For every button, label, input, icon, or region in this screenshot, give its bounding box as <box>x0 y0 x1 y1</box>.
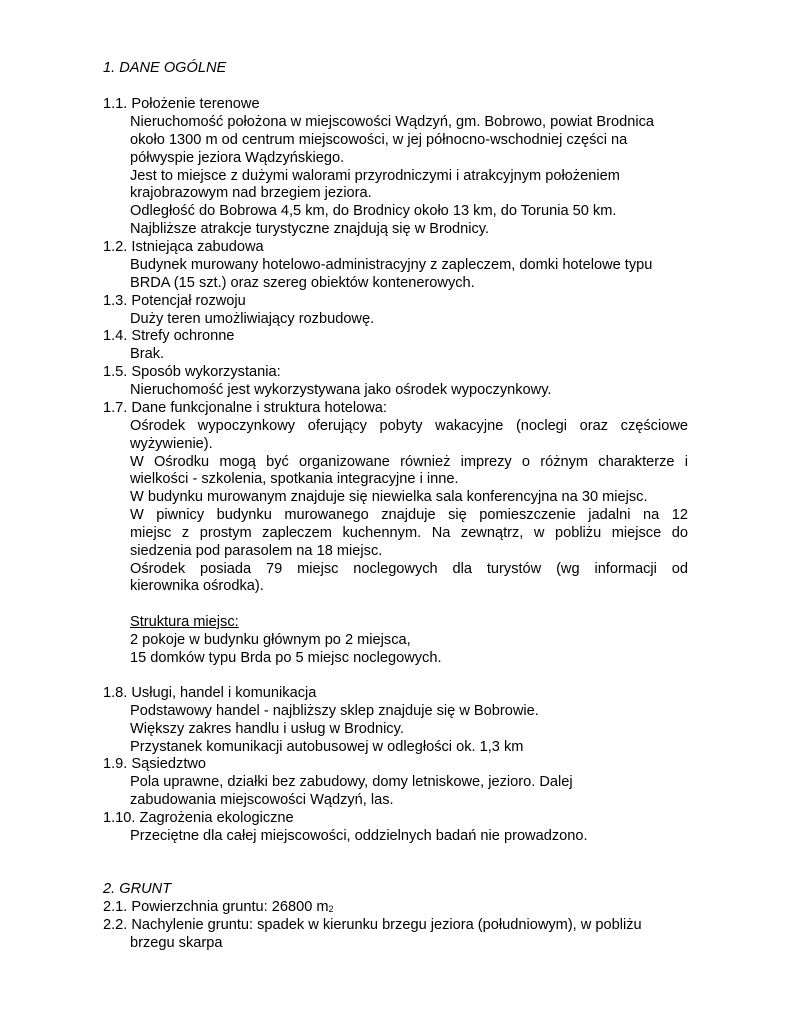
paragraph-line: około 1300 m od centrum miejscowości, w jej północno-wschodniej części na <box>130 132 628 148</box>
paragraph-line: Pola uprawne, działki bez zabudowy, domy letniskowe, jezioro. Dalej <box>130 774 573 790</box>
paragraph-line: Przystanek komunikacji autobusowej w odległości ok. 1,3 km <box>130 739 524 755</box>
paragraph-line: Ośrodek posiada 79 miejsc noclegowych dla turystów (wg informacji od <box>130 561 688 577</box>
paragraph-line: półwyspie jeziora Wądzyńskiego. <box>130 150 345 166</box>
paragraph-line: brzegu skarpa <box>130 935 223 951</box>
heading-1-7: 1.7. Dane funkcjonalne i struktura hotelowa: <box>103 400 387 416</box>
heading-1-4: 1.4. Strefy ochronne <box>103 328 235 344</box>
item-2-1 <box>103 898 334 918</box>
paragraph-line: zabudowania miejscowości Wądzyń, las. <box>130 792 394 808</box>
paragraph-line: Podstawowy handel - najbliższy sklep znajduje się w Bobrowie. <box>130 703 539 719</box>
paragraph-line: siedzenia pod parasolem na 18 miejsc. <box>130 543 383 559</box>
paragraph-line: Najbliższe atrakcje turystyczne znajdują się w Brodnicy. <box>130 221 490 237</box>
paragraph-line: Nieruchomość jest wykorzystywana jako ośrodek wypoczynkowy. <box>130 382 552 398</box>
paragraph-line: W Ośrodku mogą być organizowane również imprezy o różnym charakterze i <box>130 454 688 470</box>
paragraph-line: Duży teren umożliwiający rozbudowę. <box>130 311 375 327</box>
paragraph-line: W piwnicy budynku murowanego znajduje się pomieszczenie jadalni na 12 <box>130 507 688 523</box>
heading-1-10: 1.10. Zagrożenia ekologiczne <box>103 810 294 826</box>
heading-1-2: 1.2. Istniejąca zabudowa <box>103 239 264 255</box>
heading-1-1: 1.1. Położenie terenowe <box>103 96 260 112</box>
item-2-1-text: 2.1. Powierzchnia gruntu: 26800 m <box>103 899 329 915</box>
heading-1-3: 1.3. Potencjał rozwoju <box>103 293 246 309</box>
section-1-title: 1. DANE OGÓLNE <box>103 60 227 76</box>
paragraph-line: Przeciętne dla całej miejscowości, oddzielnych badań nie prowadzono. <box>130 828 588 844</box>
paragraph-line: Odległość do Bobrowa 4,5 km, do Brodnicy około 13 km, do Torunia 50 km. <box>130 203 617 219</box>
paragraph-line: krajobrazowym nad brzegiem jeziora. <box>130 185 372 201</box>
unit-superscript: 2 <box>328 904 334 914</box>
paragraph-line: kierownika ośrodka). <box>130 578 264 594</box>
heading-1-8: 1.8. Usługi, handel i komunikacja <box>103 685 317 701</box>
item-2-2: 2.2. Nachylenie gruntu: spadek w kierunku brzegu jeziora (południowym), w pobliżu <box>103 917 642 933</box>
structure-title: Struktura miejsc: <box>130 614 239 630</box>
paragraph-line: miejsc z prostym zapleczem kuchennym. Na zewnątrz, w pobliżu miejsce do <box>130 525 688 541</box>
paragraph-line: W budynku murowanym znajduje się niewielka sala konferencyjna na 30 miejsc. <box>130 489 648 505</box>
paragraph-line: wielkości - szkolenia, spotkania integracyjne i inne. <box>130 471 459 487</box>
section-2-title: 2. GRUNT <box>103 881 172 897</box>
heading-1-9: 1.9. Sąsiedztwo <box>103 756 207 772</box>
paragraph-line: Brak. <box>130 346 165 362</box>
paragraph-line: 15 domków typu Brda po 5 miejsc noclegowych. <box>130 650 442 666</box>
paragraph-line: BRDA (15 szt.) oraz szereg obiektów kontenerowych. <box>130 275 475 291</box>
paragraph-line: wyżywienie). <box>130 436 213 452</box>
paragraph-line: Nieruchomość położona w miejscowości Wądzyń, gm. Bobrowo, powiat Brodnica <box>130 114 654 130</box>
paragraph-line: Większy zakres handlu i usług w Brodnicy. <box>130 721 404 737</box>
paragraph-line: Ośrodek wypoczynkowy oferujący pobyty wakacyjne (noclegi oraz częściowe <box>130 418 688 434</box>
heading-1-5: 1.5. Sposób wykorzystania: <box>103 364 281 380</box>
paragraph-line: Jest to miejsce z dużymi walorami przyrodniczymi i atrakcyjnym położeniem <box>130 168 620 184</box>
paragraph-line: 2 pokoje w budynku głównym po 2 miejsca, <box>130 632 411 648</box>
paragraph-line: Budynek murowany hotelowo-administracyjny z zapleczem, domki hotelowe typu <box>130 257 653 273</box>
